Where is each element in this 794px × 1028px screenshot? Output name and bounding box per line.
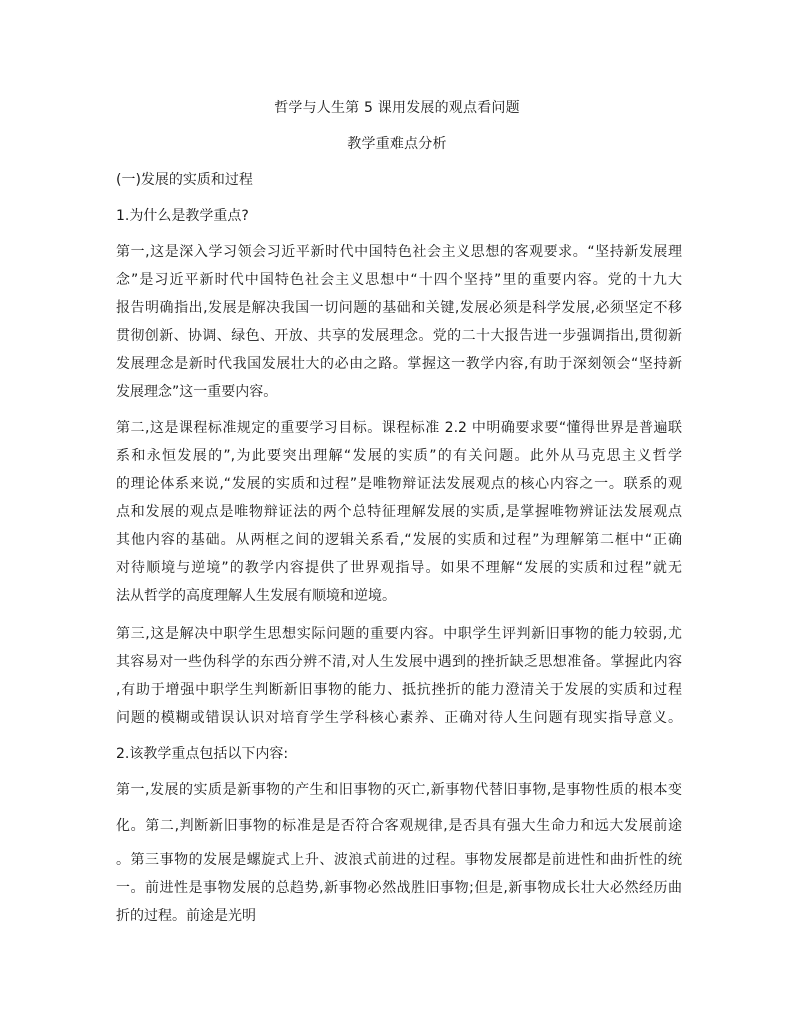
question-heading-2: 2.该教学重点包括以下内容: xyxy=(116,746,289,762)
paragraph-2-line: 对待顺境与逆境”的教学内容提供了世界观指导。如果不理解“发展的实质和过程”就无 xyxy=(116,560,682,576)
paragraph-2-line: 第二,这是课程标准规定的重要学习目标。课程标准 2.2 中明确要求要“懂得世界是普遍联 xyxy=(116,420,682,436)
paragraph-3-line: 问题的模糊或错误认识对培育学生学科核心素养、正确对待人生问题有现实指导意义。 xyxy=(116,710,682,726)
paragraph-2-line: 系和永恒发展的”,为此要突出理解“发展的实质”的有关问题。此外从马克思主义哲学 xyxy=(116,448,682,464)
paragraph-1-line: 发展理念”这一重要内容。 xyxy=(116,384,278,400)
paragraph-3-line: 其容易对一些伪科学的东西分辨不清,对人生发展中遇到的挫折缺乏思想准备。掌握此内容 xyxy=(116,654,682,670)
paragraph-1-line: 贯彻创新、协调、绿色、开放、共享的发展理念。党的二十大报告进一步强调指出,贯彻新 xyxy=(116,328,682,344)
question-heading-1: 1.为什么是教学重点? xyxy=(116,208,249,224)
paragraph-3-line: ,有助于增强中职学生判断新旧事物的能力、抵抗挫折的能力澄清关于发展的实质和过程 xyxy=(116,682,682,698)
paragraph-2-line: 的理论体系来说,“发展的实质和过程”是唯物辩证法发展观点的核心内容之一。联系的观 xyxy=(116,476,682,492)
paragraph-2-line: 法从哲学的高度理解人生发展有顺境和逆境。 xyxy=(116,588,396,604)
section-heading: (一)发展的实质和过程 xyxy=(116,172,253,188)
paragraph-4-line: 折的过程。前途是光明 xyxy=(116,908,256,924)
paragraph-4-line: 一。前进性是事物发展的总趋势,新事物必然战胜旧事物;但是,新事物成长壮大必然经历曲 xyxy=(116,880,682,896)
paragraph-1-line: 报告明确指出,发展是解决我国一切问题的基础和关键,发展必须是科学发展,必须坚定不移 xyxy=(116,300,682,316)
document-title: 哲学与人生第 5 课用发展的观点看问题 xyxy=(274,100,520,116)
paragraph-1-line: 念”是习近平新时代中国特色社会主义思想中“十四个坚持”里的重要内容。党的十九大 xyxy=(116,272,682,288)
paragraph-2-line: 点和发展的观点是唯物辩证法的两个总特征理解发展的实质,是掌握唯物辨证法发展观点 xyxy=(116,504,682,520)
paragraph-3-line: 第三,这是解决中职学生思想实际问题的重要内容。中职学生评判新旧事物的能力较弱,尤 xyxy=(116,626,682,642)
paragraph-1-line: 发展理念是新时代我国发展壮大的必由之路。掌握这一教学内容,有助于深刻领会“坚持新 xyxy=(116,356,682,372)
paragraph-1-line: 第一,这是深入学习领会习近平新时代中国特色社会主义思想的客观要求。“坚持新发展理 xyxy=(116,244,682,260)
paragraph-2-line: 其他内容的基础。从两框之间的逻辑关系看,“发展的实质和过程”为理解第二框中“正确 xyxy=(116,532,682,548)
paragraph-4-line: 化。第二,判断新旧事物的标准是是否符合客观规律,是否具有强大生命力和远大发展前途 xyxy=(116,818,682,834)
document-subtitle: 教学重难点分析 xyxy=(347,136,447,152)
paragraph-4-line: 第一,发展的实质是新事物的产生和旧事物的灭亡,新事物代替旧事物,是事物性质的根本变 xyxy=(116,782,682,798)
paragraph-4-line: 。第三事物的发展是螺旋式上升、波浪式前进的过程。事物发展都是前进性和曲折性的统 xyxy=(116,852,682,868)
